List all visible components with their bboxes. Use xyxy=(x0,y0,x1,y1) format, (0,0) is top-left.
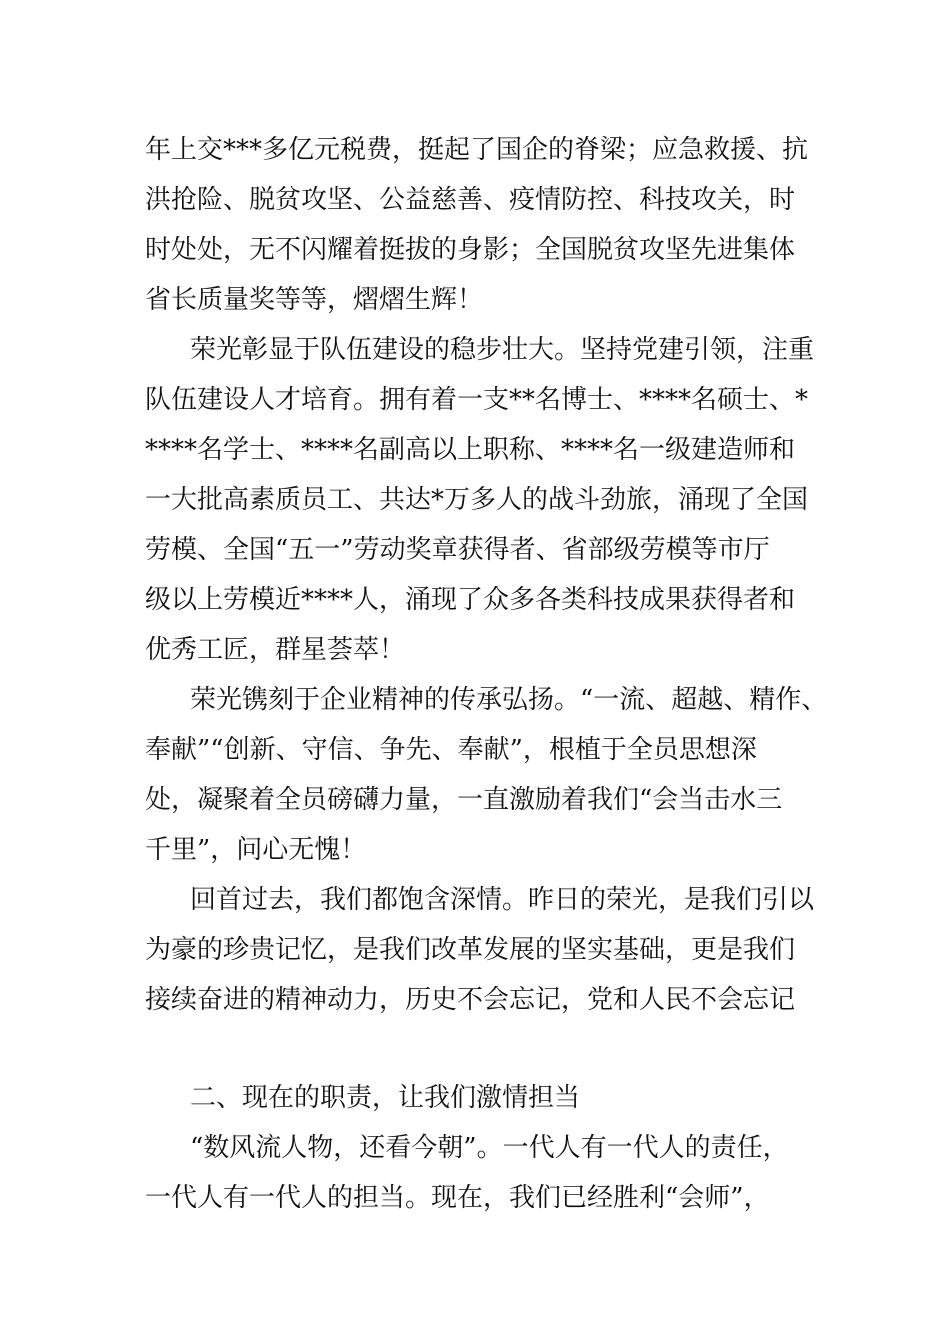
text-line: 劳模、全国“五一”劳动奖章获得者、省部级劳模等市厅 xyxy=(145,535,770,565)
text-line: 为豪的珍贵记忆，是我们改革发展的坚实基础，更是我们 xyxy=(145,935,796,965)
text-line: 荣光镌刻于企业精神的传承弘扬。“一流、超越、精作、 xyxy=(190,685,828,715)
text-line: 处，凝聚着全员磅礴力量，一直激励着我们“会当击水三 xyxy=(145,785,783,815)
text-line: “数风流人物，还看今朝”。一代人有一代人的责任， xyxy=(190,1133,789,1163)
text-line: 千里”，问心无愧！ xyxy=(145,835,367,865)
text-line: 荣光彰显于队伍建设的稳步壮大。坚持党建引领，注重 xyxy=(190,335,815,365)
section-heading: 二、现在的职责，让我们激情担当 xyxy=(190,1083,581,1113)
text-line: 时处处，无不闪耀着挺拔的身影；全国脱贫攻坚先进集体 xyxy=(145,235,796,265)
text-line: ****名学士、****名副高以上职称、****名一级建造师和 xyxy=(145,435,796,465)
text-line: 级以上劳模近****人，涌现了众多各类科技成果获得者和 xyxy=(145,585,796,615)
text-line: 年上交***多亿元税费，挺起了国企的脊梁；应急救援、抗 xyxy=(145,135,809,165)
text-line: 一大批高素质员工、共达*万多人的战斗劲旅，涌现了全国 xyxy=(145,485,809,515)
text-line: 洪抢险、脱贫攻坚、公益慈善、疫情防控、科技攻关，时 xyxy=(145,185,796,215)
text-line: 一代人有一代人的担当。现在，我们已经胜利“会师”， xyxy=(145,1183,770,1213)
text-line: 优秀工匠，群星荟萃！ xyxy=(145,635,406,665)
text-line: 队伍建设人才培育。拥有着一支**名博士、****名硕士、* xyxy=(145,385,809,415)
text-line: 奉献”“创新、守信、争先、奉献”，根植于全员思想深 xyxy=(145,735,757,765)
text-line: 省长质量奖等等，熠熠生辉！ xyxy=(145,285,484,315)
text-line: 回首过去，我们都饱含深情。昨日的荣光，是我们引以 xyxy=(190,885,815,915)
text-line: 接续奋进的精神动力，历史不会忘记，党和人民不会忘记 xyxy=(145,985,796,1015)
